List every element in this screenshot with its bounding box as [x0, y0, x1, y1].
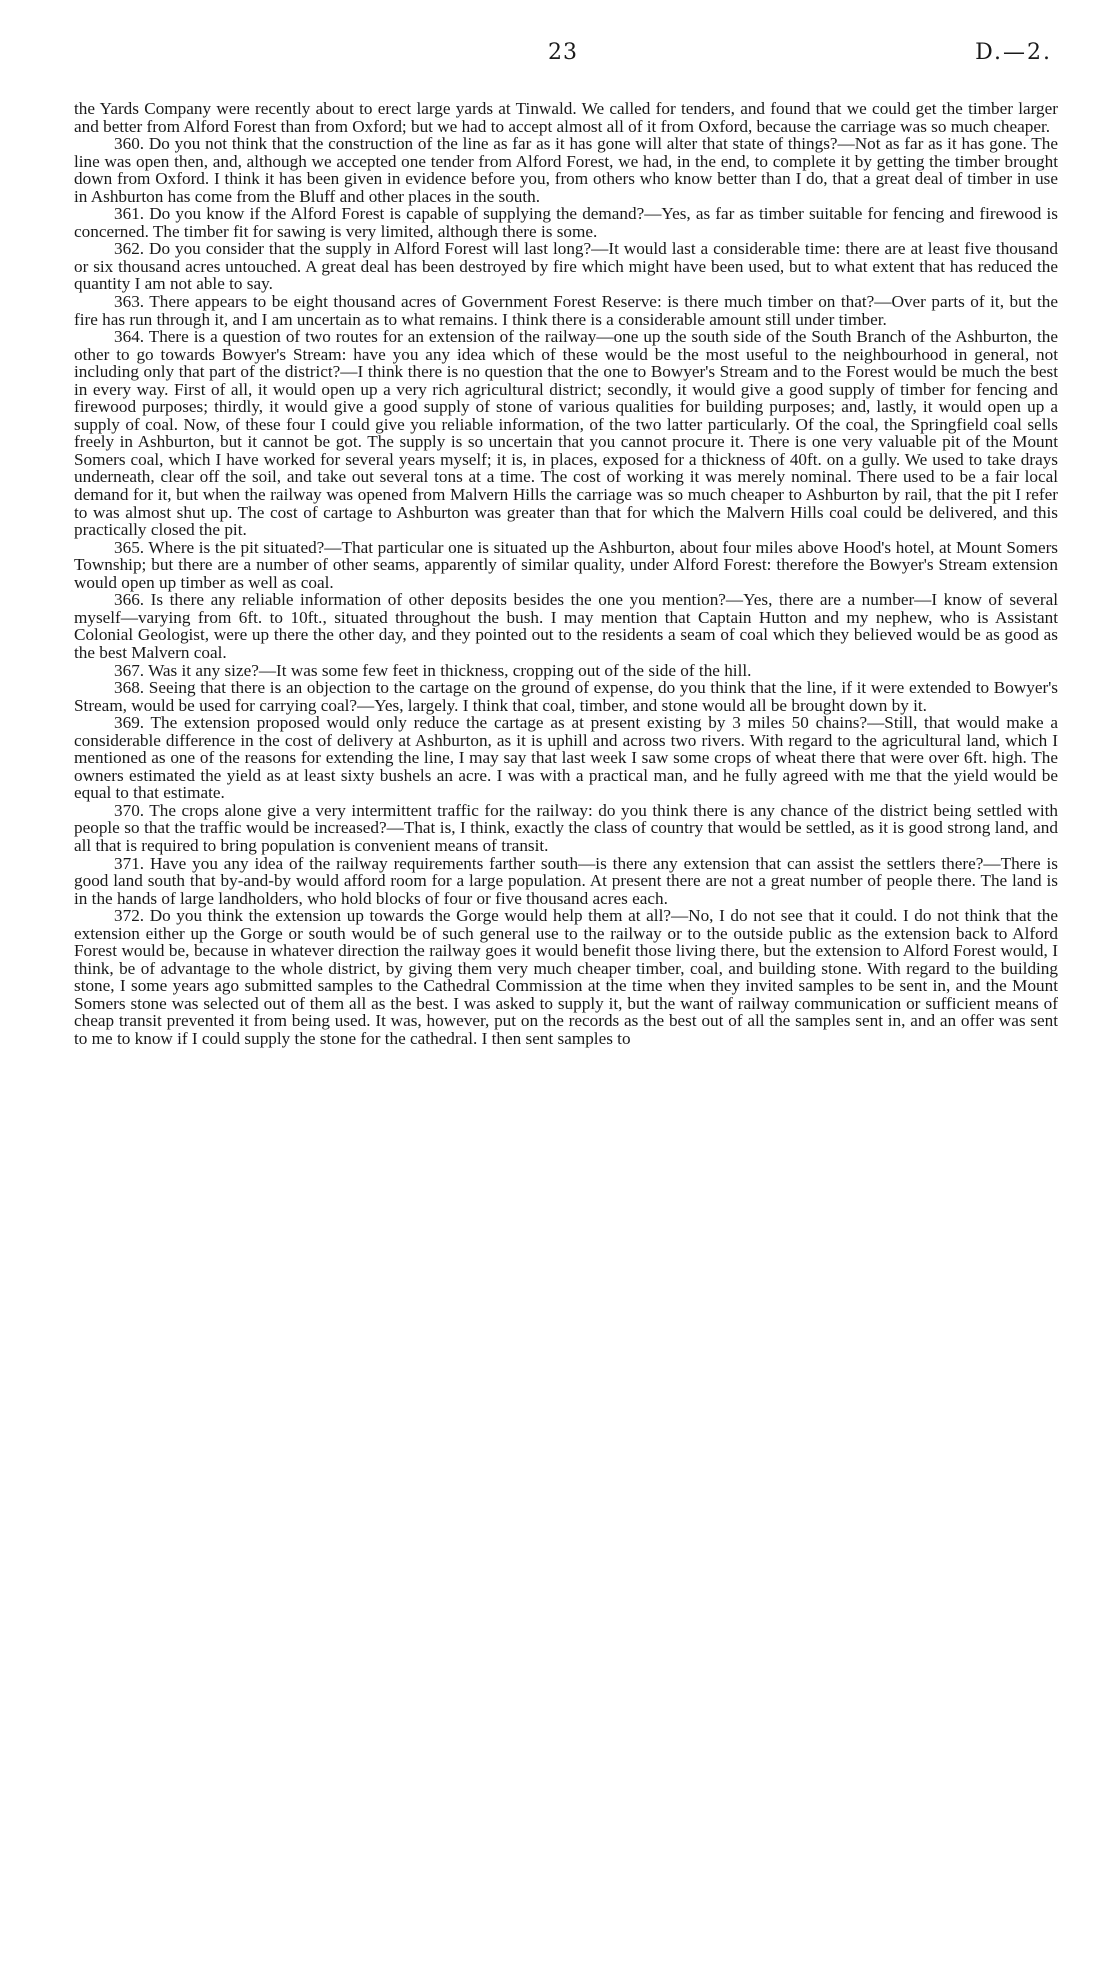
question-363: 363. There appears to be eight thousand acres of Government Forest Reserve: is there much timber on that?—Over parts of it, but the fire has run through it, and I am uncertain as to what remains. I think there is a considerable amount still under timber.	[74, 292, 1058, 329]
document-reference: D.—2.	[975, 40, 1052, 65]
question-362: 362. Do you consider that the supply in Alford Forest will last long?—It would last a considerable time: there are at least five thousand or six thousand acres untouched. A great deal has been destroyed by fire which might have been used, but to what extent that has reduced the quantity I am not able to say.	[74, 239, 1058, 294]
page-number: 23	[548, 40, 578, 65]
question-371: 371. Have you any idea of the railway requirements farther south—is there any extension that can assist the settlers there?—There is good land south that by-and-by would afford room for a large population. At present there are not a great number of people there. The land is in the hands of large landholders, who hold blocks of four or five thousand acres each.	[74, 853, 1058, 908]
question-372: 372. Do you think the extension up towards the Gorge would help them at all?—No, I do not see that it could. I do not think that the extension either up the Gorge or south would be of such general use to the railway or to the outside public as the extension back to Alford Forest would be, because in whatever direction the railway goes it would benefit those living there, but the extension to Alford Forest would, I think, be of advantage to the whole district, by giving them very much cheaper timber, coal, and building stone. With regard to the building stone, I some years ago submitted samples to the Cathedral Commission at the time when they invited samples to be sent in, and the Mount Somers stone was selected out of them all as the best. I was asked to supply it, but the want of railway communication or sufficient means of cheap transit prevented it from being used. It was, however, put on the records as the best out of all the samples sent in, and an offer was sent to me to know if I could supply the stone for the cathedral. I then sent samples to	[74, 906, 1058, 1048]
question-369: 369. The extension proposed would only reduce the cartage as at present existing by 3 miles 50 chains?—Still, that would make a considerable difference in the cost of delivery at Ashburton, as it is uphill and across two rivers. With regard to the agricultural land, which I mentioned as one of the reasons for extending the line, I may say that last week I saw some crops of wheat there that were over 6ft. high. The owners estimated the yield as at least sixty bushels an acre. I was with a practical man, and he fully agreed with me that the yield would be equal to that estimate.	[74, 713, 1058, 803]
paragraph-continuation: the Yards Company were recently about to erect large yards at Tinwald. We called for tenders, and found that we could get the timber larger and better from Alford Forest than from Oxford; but we had to accept almost all of it from Oxford, because the carriage was so much cheaper.	[74, 99, 1058, 136]
question-367: 367. Was it any size?—It was some few feet in thickness, cropping out of the side of the hill.	[114, 660, 752, 680]
page-header	[0, 40, 1114, 70]
question-365: 365. Where is the pit situated?—That particular one is situated up the Ashburton, about four miles above Hood's hotel, at Mount Somers Township; but there are a number of other seams, apparently of similar quality, under Alford Forest: therefore the Bowyer's Stream extension would open up timber as well as coal.	[74, 537, 1058, 592]
question-366: 366. Is there any reliable information of other deposits besides the one you mention?—Yes, there are a number—I know of several myself—varying from 6ft. to 10ft., situated throughout the bush. I may mention that Captain Hutton and my nephew, who is Assistant Colonial Geologist, were up there the other day, and they pointed out to the residents a seam of coal which they believed would be as good as the best Malvern coal.	[74, 590, 1058, 662]
question-370: 370. The crops alone give a very intermittent traffic for the railway: do you think there is any chance of the district being settled with people so that the traffic would be increased?—That is, I think, exactly the class of country that would be settled, as it is good strong land, and all that is required to bring population is convenient means of transit.	[74, 800, 1058, 855]
body-text	[74, 100, 1058, 1048]
question-361: 361. Do you know if the Alford Forest is capable of supplying the demand?—Yes, as far as timber suitable for fencing and firewood is concerned. The timber fit for sawing is very limited, although there is some.	[74, 204, 1058, 241]
question-364: 364. There is a question of two routes for an extension of the railway—one up the south side of the South Branch of the Ashburton, the other to go towards Bowyer's Stream: have you any idea which of these would be the most useful to the neighbourhood in general, not including only that part of the district?—I think there is no question that the one to Bowyer's Stream and to the Forest would be much the best in every way. First of all, it would open up a very rich agricultural district; secondly, it would give a good supply of timber for fencing and firewood purposes; thirdly, it would give a good supply of stone of various qualities for building purposes; and, lastly, it would open up a supply of coal. Now, of these four I could give you reliable information, of the two latter particularly. Of the coal, the Springfield coal sells freely in Ashburton, but it cannot be got. The supply is so uncertain that you cannot procure it. There is one very valuable pit of the Mount Somers coal, which I have worked for several years myself; it is, in places, exposed for a thickness of 40ft. on a gully. We used to take drays underneath, clear off the soil, and take out several tons at a time. The cost of working it was merely nominal. There used to be a fair local demand for it, but when the railway was opened from Malvern Hills the carriage was so much cheaper to Ashburton by rail, that the pit I refer to was almost shut up. The cost of cartage to Ashburton was greater than that for which the Malvern Hills coal could be delivered, and this practically closed the pit.	[74, 327, 1058, 540]
question-368: 368. Seeing that there is an objection to the cartage on the ground of expense, do you think that the line, if it were extended to Bowyer's Stream, would be used for carrying coal?—Yes, largely. I think that coal, timber, and stone would all be brought down by it.	[74, 678, 1058, 715]
question-360: 360. Do you not think that the construction of the line as far as it has gone will alter that state of things?—Not as far as it has gone. The line was open then, and, although we accepted one tender from Alford Forest, we had, in the end, to complete it by getting the timber brought down from Oxford. I think it has been given in evidence before you, from others who know better than I do, that a great deal of timber in use in Ashburton has come from the Bluff and other places in the south.	[74, 134, 1058, 206]
